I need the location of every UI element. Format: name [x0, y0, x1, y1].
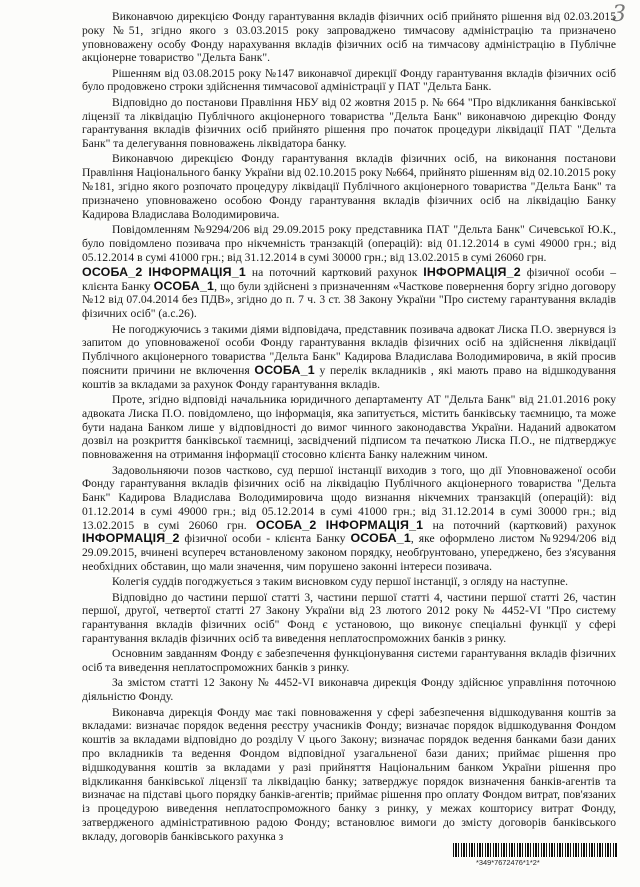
paragraph: Повідомленням №9294/206 від 29.09.2015 року представника ПАТ "Дельта Банк" Сичевської Ю.К., було повідомлено позивача про нікчемність транзакцій (операцій): від 01.12.2014 в сумі 49000 грн.; від 05.12.2014 в сумі 41000 грн.; від 31.12.2014 в сумі 30000 грн.; від 13.02.2015 в сумі 26060 грн.: [82, 222, 616, 264]
paragraph: Виконавча дирекція Фонду має такі повноваження у сфері забезпечення відшкодування коштів за вкладами: визначає порядок ведення реєстру учасників Фонду; визначає порядок відшкодування Фондом коштів за вкладами відповідно до розділу V цього Закону; визначає порядок ведення банками бази даних про вкладників та ведення Фондом відповідної узагальненої бази даних; приймає рішення про відшкодування коштів за вкладами у разі прийняття Національним банком України рішення про відкликання банківської ліцензії та ліквідацію банку; затверджує порядок визначення банків-агентів та визначає на підставі цього порядку банків-агентів; приймає рішення про оплату Фондом витрат, пов'язаних із процедурою виведення неплатоспроможного банку з ринку, у межах кошторису витрат Фонду, затвердженого адміністративною радою Фонду; встановлює вимоги до змісту договорів банківського вкладу, договорів банківського рахунка з: [82, 705, 616, 843]
paragraph: Відповідно до частини першої статті 3, частини першої статті 4, частини першої статті 26, частин першої, другої, четвертої статті 27 Закону України від 23 лютого 2012 року № 4452-VI "Про систему гарантування вкладів фізичних осіб" Фонд є установою, що виконує спеціальні функції у сфері гарантування вкладів фізичних осіб та виведення неплатоспроможних банків з ринку.: [82, 590, 616, 646]
redacted-info-1: ІНФОРМАЦІЯ_1: [148, 264, 246, 279]
paragraph: Основним завданням Фонду є забезпечення функціонування системи гарантування вкладів фізичних осіб та виведення неплатоспроможних банків з ринку.: [82, 647, 616, 675]
document-body: [82, 10, 616, 845]
redacted-info-2: ІНФОРМАЦІЯ_2: [423, 264, 521, 279]
paragraph-request: Не погоджуючись з такими діями відповідача, представник позивача адвокат Лиска П.О. звернувся із запитом до уповноваженої особи Фонду гарантування вкладів фізичних осіб на здійснення ліквідації Публічного акціонерного товариства "Дельта Банк" Кадирова Владислава Володимировича, в якій просив пояснити причини не включення ОСОБА_1 у перелік вкладників , які мають право на відшкодування коштів за вкладами за рахунок Фонду гарантування вкладів.: [82, 322, 617, 391]
paragraph: Виконавчою дирекцією Фонду гарантування вкладів фізичних осіб прийнято рішення від 02.03.2015 року №51, згідно якого з 03.03.2015 року запроваджено тимчасову адміністрацію та призначено уповноважену особу Фонду нарахування вкладів фізичних осіб на тимчасову адміністрацію в Публічне акціонерне товариство "Дельта Банк".: [82, 10, 616, 65]
barcode-number: *349*7672476*1*2*: [476, 858, 540, 867]
redacted-person-1: ОСОБА_1: [254, 362, 315, 377]
redacted-person-1: ОСОБА_1: [350, 531, 411, 546]
paragraph-redacted-transfer: ОСОБА_2 ІНФОРМАЦІЯ_1 на поточний картковий рахунок ІНФОРМАЦІЯ_2 фізичної особи – клієнта Банку ОСОБА_1, що були здійснені з призначенням «Часткове повернення боргу згідно договору №12 від 07.04.2014 без ПДВ», згідно до п. 7 ч. 3 ст. 38 Закону України "Про систему гарантування вкладів фізичних осіб" (а.с.26).: [82, 264, 617, 321]
paragraph: Проте, згідно відповіді начальника юридичного департаменту АТ "Дельта Банк" від 21.01.2016 року адвоката Лиска П.О. повідомлено, що інформація, яка запитується, містить банківську таємницю, та може бути надана Банком лише у відповідності до вимог чинного законодавства України. Наданий адвокатом дозвіл на розкриття банківської таємниці, засвідчений підписом та печаткою Лиска П.О., не підтверджує повноваження на отримання інформації стосовно клієнта Банку належним чином.: [82, 393, 616, 462]
redacted-info-1: ІНФОРМАЦІЯ_1: [325, 517, 424, 532]
redacted-person-2: ОСОБА_2: [82, 264, 143, 279]
paragraph: Виконавчою дирекцією Фонду гарантування вкладів фізичних осіб, на виконання постанови Правління Національного банку України від 02.10.2015 року №664, прийнято рішенням від 02.10.2015 року №181, згідно якого розпочато процедуру ліквідації Публічного акціонерного товариства "Дельта Банк" та призначено уповноважено особою Фонду гарантування вкладів фізичних осіб на ліквідацію Банку Кадирова Владислава Володимировича.: [82, 152, 616, 221]
page-number: 3: [612, 2, 626, 27]
redacted-person-1: ОСОБА_1: [153, 278, 215, 293]
redacted-info-2: ІНФОРМАЦІЯ_2: [82, 531, 180, 546]
paragraph: Колегія суддів погоджується з таким висновком суду першої інстанції, з огляду на наступне.: [112, 575, 569, 589]
paragraph-court-conclusion: Задовольняючи позов частково, суд першої інстанції виходив з того, що дії Уповноваженої особи Фонду гарантування вкладів фізичних осіб на ліквідацію Публічного акціонерного товариства "Дельта Банк" Кадирова Владислава Володимировича щодо визнання нікчемних транзакцій (операцій): від 01.12.2014 в сумі 49000 грн.; від 05.12.2014 в сумі 41000 грн.; від 31.12.2014 в сумі 30000 грн.; від 13.02.2015 в сумі 26060 грн. ОСОБА_2 ІНФОРМАЦІЯ_1 на поточний (картковий) рахунок ІНФОРМАЦІЯ_2 фізичної особи - клієнта Банку ОСОБА_1, яке оформлено листом №9294/206 від 29.09.2015, вчинені всупереч встановленому законом порядку, необґрунтовано, упереджено, без з'ясування необхідних обставин, що мали значення, чим порушено законні інтереси позивача.: [82, 463, 616, 574]
paragraph: Відповідно до постанови Правління НБУ від 02 жовтня 2015 р. № 664 "Про відкликання банківської ліцензії та ліквідацію Публічного акціонерного товариства "Дельта Банк" виконавчою дирекцію Фонду гарантування вкладів фізичних осіб прийнято рішення про початок процедури ліквідації ПАТ "Дельта Банк" та делегування повноважень ліквідатора банку.: [82, 95, 616, 151]
paragraph: Рішенням від 03.08.2015 року №147 виконавчої дирекції Фонду гарантування вкладів фізичних осіб було продовжено строки здійснення тимчасової адміністрації у ПАТ "Дельта Банк.: [82, 66, 616, 94]
redacted-person-2: ОСОБА_2: [255, 517, 317, 532]
barcode: [453, 843, 618, 857]
paragraph: За змістом статті 12 Закону № 4452-VI виконавча дирекція Фонду здійснює управління поточною діяльністю Фонду.: [82, 676, 616, 704]
